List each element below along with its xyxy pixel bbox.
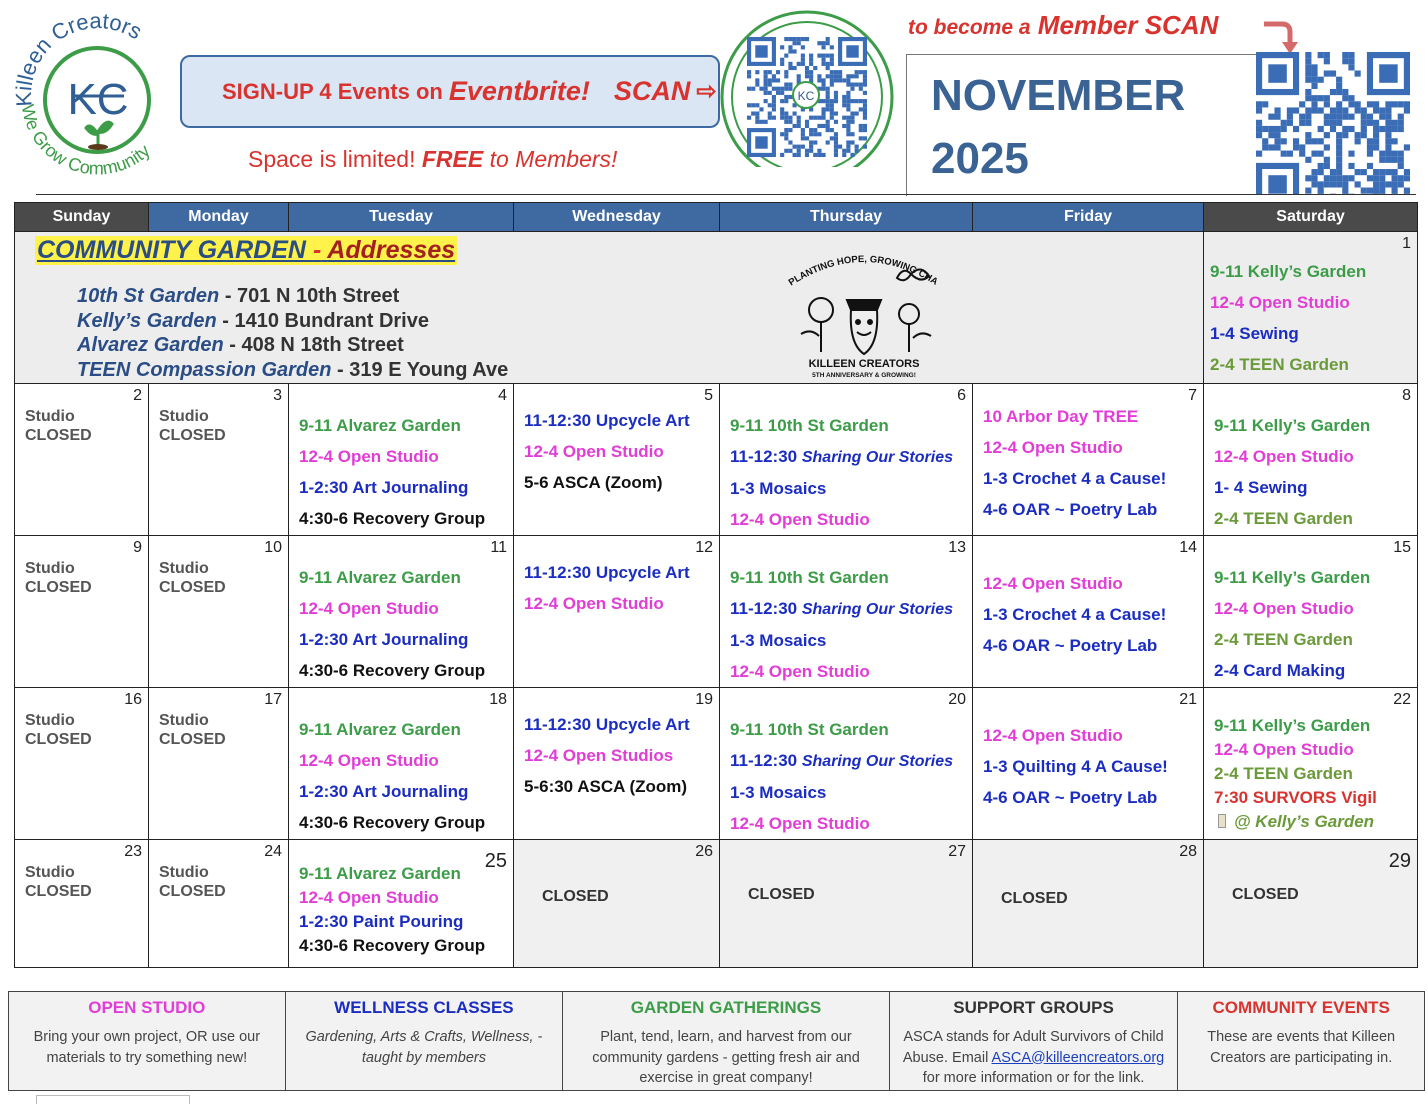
event-item: 9-11 Kelly’s Garden <box>1214 568 1371 587</box>
event-item: 10 Arbor Day TREE <box>983 407 1139 426</box>
day-cell-24 <box>149 840 289 968</box>
day-cell-10 <box>149 536 289 688</box>
event-item: 11-12:30 Sharing Our Stories <box>730 599 953 618</box>
day-number: 13 <box>948 539 966 556</box>
day-cell-17 <box>149 688 289 840</box>
legend-description: ASCA stands for Adult Survivors of Child Abuse. Email ASCA@killeencreators.org for more information or for the link. <box>902 1029 1165 1086</box>
garden-address-item: Kelly’s Garden - 1410 Bundrant Drive <box>77 309 429 332</box>
day-header-monday: Monday <box>149 203 289 232</box>
arrow-right-icon: ⇨ <box>696 78 717 105</box>
day-cell-16 <box>15 688 149 840</box>
event-item: 12-4 Open Studio <box>299 447 439 466</box>
day-number: 28 <box>1179 843 1197 860</box>
event-item: 12-4 Open Studio <box>983 574 1123 593</box>
event-item: 12-4 Open Studio <box>1210 293 1350 312</box>
legend-garden-gatherings <box>563 992 890 1090</box>
day-cell-6 <box>720 384 973 536</box>
day-number: 16 <box>124 691 142 708</box>
event-item: 1-2:30 Art Journaling <box>299 630 469 649</box>
event-item: 9-11 Alvarez Garden <box>299 568 461 587</box>
event-item: 1-2:30 Art Journaling <box>299 782 469 801</box>
day-number: 17 <box>264 691 282 708</box>
event-item: 4:30-6 Recovery Group <box>299 509 486 528</box>
event-item: 4:30-6 Recovery Group <box>299 661 486 680</box>
event-item: 12-4 Open Studio <box>983 726 1123 745</box>
event-item: 11-12:30 Sharing Our Stories <box>730 751 953 770</box>
signup-text: SIGN-UP 4 Events on <box>222 78 443 104</box>
legend-heading: WELLNESS CLASSES <box>334 998 514 1017</box>
event-item: 4:30-6 Recovery Group <box>299 936 486 955</box>
day-cell-22 <box>1204 688 1418 840</box>
studio-closed-label: Studio CLOSED <box>25 560 92 596</box>
event-item: 1-4 Sewing <box>1210 324 1299 343</box>
day-number: 26 <box>695 843 713 860</box>
day-number: 23 <box>124 843 142 860</box>
day-number: 18 <box>489 691 507 708</box>
svg-text:Killeen Creators: lleen Creators <box>14 14 147 88</box>
day-number: 10 <box>264 539 282 556</box>
event-item: 9-11 10th St Garden <box>730 568 889 587</box>
legend-heading: SUPPORT GROUPS <box>953 998 1114 1017</box>
asca-email-link[interactable]: ASCA@killeencreators.org <box>991 1049 1165 1066</box>
event-item: 5-6:30 ASCA (Zoom) <box>524 777 688 796</box>
membership-qr-code[interactable] <box>1254 52 1412 194</box>
day-number: 15 <box>1393 539 1411 556</box>
day-number: 12 <box>695 539 713 556</box>
event-item: 12-4 Open Studio <box>1214 740 1354 759</box>
month-year: 2025 <box>931 134 1029 183</box>
legend-heading: OPEN STUDIO <box>88 998 206 1017</box>
legend-wellness-classes <box>286 992 564 1090</box>
community-garden-addresses <box>15 232 1204 384</box>
event-item: 12-4 Open Studio <box>524 442 664 461</box>
day-cell-14 <box>973 536 1204 688</box>
event-item: 1-2:30 Art Journaling <box>299 478 469 497</box>
day-cell-23 <box>15 840 149 968</box>
day-number: 14 <box>1179 539 1197 556</box>
svg-text:KC: KC <box>797 89 815 103</box>
day-number: 20 <box>948 691 966 708</box>
event-item: 4-6 OAR ~ Poetry Lab <box>983 636 1158 655</box>
day-cell-7 <box>973 384 1204 536</box>
day-header-sunday: Sunday <box>15 203 149 232</box>
event-item: 12-4 Open Studios <box>524 746 674 765</box>
day-cell-20 <box>720 688 973 840</box>
day-number: 11 <box>490 539 507 556</box>
day-cell-29 <box>1204 840 1418 968</box>
event-item: 9-11 Kelly’s Garden <box>1210 262 1367 281</box>
event-item: 2-4 Card Making <box>1214 661 1346 680</box>
day-number: 24 <box>264 843 282 860</box>
studio-closed-label: Studio CLOSED <box>25 408 92 444</box>
day-number: 4 <box>498 387 507 404</box>
legend-description: Gardening, Arts & Crafts, Wellness, - taught by members <box>305 1029 543 1066</box>
event-item: 1-3 Mosaics <box>730 783 827 802</box>
studio-closed-label: Studio CLOSED <box>25 864 92 900</box>
legend-description: Plant, tend, learn, and harvest from our community gardens - getting fresh air and exercise in great company! <box>592 1029 860 1086</box>
candle-icon <box>1218 814 1226 828</box>
event-item: 12-4 Open Studio <box>524 594 664 613</box>
legend-description: These are events that Killeen Creators are participating in. <box>1207 1029 1396 1066</box>
day-cell-27 <box>720 840 973 968</box>
event-item: 9-11 10th St Garden <box>730 720 889 739</box>
event-item: 2-4 TEEN Garden <box>1214 630 1353 649</box>
eventbrite-text: Eventbrite! <box>448 76 590 106</box>
day-cell-15 <box>1204 536 1418 688</box>
event-item: 9-11 Alvarez Garden <box>299 864 461 883</box>
closed-label: CLOSED <box>1232 886 1299 903</box>
curved-arrow-icon <box>1262 16 1298 56</box>
day-number: 1 <box>1402 235 1411 252</box>
closed-label: CLOSED <box>542 888 609 905</box>
event-item: 1-3 Quilting 4 A Cause! <box>983 757 1168 776</box>
studio-closed-label: Studio CLOSED <box>159 560 226 596</box>
legend-description: Bring your own project, OR use our materials to try something new! <box>33 1029 261 1066</box>
event-item: 1-3 Mosaics <box>730 631 827 650</box>
studio-closed-label: Studio CLOSED <box>159 864 226 900</box>
event-item: 2-4 TEEN Garden <box>1214 509 1353 528</box>
garden-address-item: Alvarez Garden - 408 N 18th Street <box>77 334 404 356</box>
day-header-wednesday: Wednesday <box>514 203 720 232</box>
studio-closed-label: Studio CLOSED <box>159 408 226 444</box>
space-limited-note: Space is limited! FREE to Members! <box>248 146 618 172</box>
event-item: 12-4 Open Studio <box>1214 447 1354 466</box>
day-number: 5 <box>704 387 713 404</box>
day-number: 22 <box>1393 691 1411 708</box>
event-item: 1-3 Crochet 4 a Cause! <box>983 605 1167 624</box>
day-header-tuesday: Tuesday <box>289 203 514 232</box>
garden-address-item: 10th St Garden - 701 N 10th Street <box>77 285 400 307</box>
day-cell-3 <box>149 384 289 536</box>
day-cell-5 <box>514 384 720 536</box>
day-cell-25 <box>289 840 514 968</box>
event-item: 12-4 Open Studio <box>983 438 1123 457</box>
event-item: 1- 4 Sewing <box>1214 478 1308 497</box>
event-item: 2-4 TEEN Garden <box>1210 355 1349 374</box>
event-item: 12-4 Open Studio <box>299 751 439 770</box>
garden-title: COMMUNITY GARDEN - Addresses <box>37 236 456 264</box>
day-cell-8 <box>1204 384 1418 536</box>
scan-text: SCAN <box>613 76 691 106</box>
day-cell-11 <box>289 536 514 688</box>
calendar-grid <box>14 202 1418 968</box>
event-item: 11-12:30 Sharing Our Stories <box>730 447 953 466</box>
day-cell-19 <box>514 688 720 840</box>
day-cell-13 <box>720 536 973 688</box>
closed-label: CLOSED <box>1001 890 1068 907</box>
header-divider <box>36 194 1416 195</box>
legend-open-studio <box>9 992 286 1090</box>
closed-label: CLOSED <box>748 886 815 903</box>
day-cell-28 <box>973 840 1204 968</box>
day-cell-1 <box>1204 232 1418 384</box>
legend-community-events <box>1178 992 1424 1090</box>
event-item: 11-12:30 Upcycle Art <box>524 715 690 734</box>
day-cell-26 <box>514 840 720 968</box>
event-item: 12-4 Open Studio <box>1214 599 1354 618</box>
day-number: 7 <box>1188 387 1197 404</box>
event-item: 11-12:30 Upcycle Art <box>524 563 690 582</box>
svg-text:5TH ANNIVERSARY & GROWING!: 5TH ANNIVERSARY & GROWING! <box>812 372 916 379</box>
day-header-thursday: Thursday <box>720 203 973 232</box>
member-scan-note: to become a Member SCAN <box>908 10 1219 40</box>
svg-text:We Grow Community: We Grow Community <box>17 102 154 179</box>
event-item: 11-12:30 Upcycle Art <box>524 411 690 430</box>
svg-text:PLANTING HOPE, GROWING CHANGE: PLANTING HOPE, GROWING CHA <box>786 253 940 289</box>
event-item: 9-11 Kelly’s Garden <box>1214 716 1371 735</box>
day-number: 27 <box>948 843 966 860</box>
day-cell-12 <box>514 536 720 688</box>
day-number: 21 <box>1179 691 1197 708</box>
event-item: 4:30-6 Recovery Group <box>299 813 486 832</box>
event-item: 2-4 TEEN Garden <box>1214 764 1353 783</box>
event-item: 12-4 Open Studio <box>730 510 870 529</box>
day-header-friday: Friday <box>973 203 1204 232</box>
event-item: 9-11 Kelly’s Garden <box>1214 416 1371 435</box>
garden-address-list <box>77 284 508 382</box>
studio-closed-label: Studio CLOSED <box>25 712 92 748</box>
eventbrite-qr-code[interactable] <box>713 9 903 167</box>
day-cell-9 <box>15 536 149 688</box>
day-number: 6 <box>957 387 966 404</box>
month-title-box <box>906 54 1256 196</box>
svg-text:KILLEEN CREATORS: KILLEEN CREATORS <box>808 358 920 370</box>
day-number: 9 <box>133 539 142 556</box>
event-item: 9-11 Alvarez Garden <box>299 416 461 435</box>
day-cell-2 <box>15 384 149 536</box>
event-item: 12-4 Open Studio <box>730 814 870 833</box>
event-item: 4-6 OAR ~ Poetry Lab <box>983 788 1158 807</box>
day-cell-4 <box>289 384 514 536</box>
event-item: 9-11 10th St Garden <box>730 416 889 435</box>
event-item: 12-4 Open Studio <box>730 662 870 681</box>
day-cell-18 <box>289 688 514 840</box>
legend-bar <box>8 991 1425 1091</box>
studio-closed-label: Studio CLOSED <box>159 712 226 748</box>
page-tab <box>36 1095 190 1104</box>
event-item: 1-3 Crochet 4 a Cause! <box>983 469 1167 488</box>
day-number: 29 <box>1388 850 1411 872</box>
legend-support-groups <box>890 992 1179 1090</box>
killeen-creators-logo <box>14 14 180 180</box>
day-number: 2 <box>133 387 142 404</box>
day-number: 25 <box>484 850 507 872</box>
day-number: 3 <box>273 387 282 404</box>
day-cell-21 <box>973 688 1204 840</box>
month-name: NOVEMBER <box>931 71 1186 120</box>
legend-heading: GARDEN GATHERINGS <box>630 998 822 1017</box>
legend-heading: COMMUNITY EVENTS <box>1212 998 1390 1017</box>
event-item: 7:30 SURVORS Vigil <box>1214 788 1377 807</box>
eventbrite-signup-banner <box>180 55 720 128</box>
event-item: 5-6 ASCA (Zoom) <box>524 473 663 492</box>
day-number: 8 <box>1402 387 1411 404</box>
anniversary-illustration <box>781 244 947 380</box>
event-item: 4-6 OAR ~ Poetry Lab <box>983 500 1158 519</box>
day-header-saturday: Saturday <box>1204 203 1418 232</box>
garden-address-item: TEEN Compassion Garden - 319 E Young Ave <box>77 358 509 381</box>
day-number: 19 <box>695 691 713 708</box>
event-item: 9-11 Alvarez Garden <box>299 720 461 739</box>
event-item: @ Kelly’s Garden <box>1214 810 1417 834</box>
svg-text:KC: KC <box>67 75 129 124</box>
event-item: 1-3 Mosaics <box>730 479 827 498</box>
event-item: 12-4 Open Studio <box>299 599 439 618</box>
event-item: 12-4 Open Studio <box>299 888 439 907</box>
event-item: 1-2:30 Paint Pouring <box>299 912 464 931</box>
